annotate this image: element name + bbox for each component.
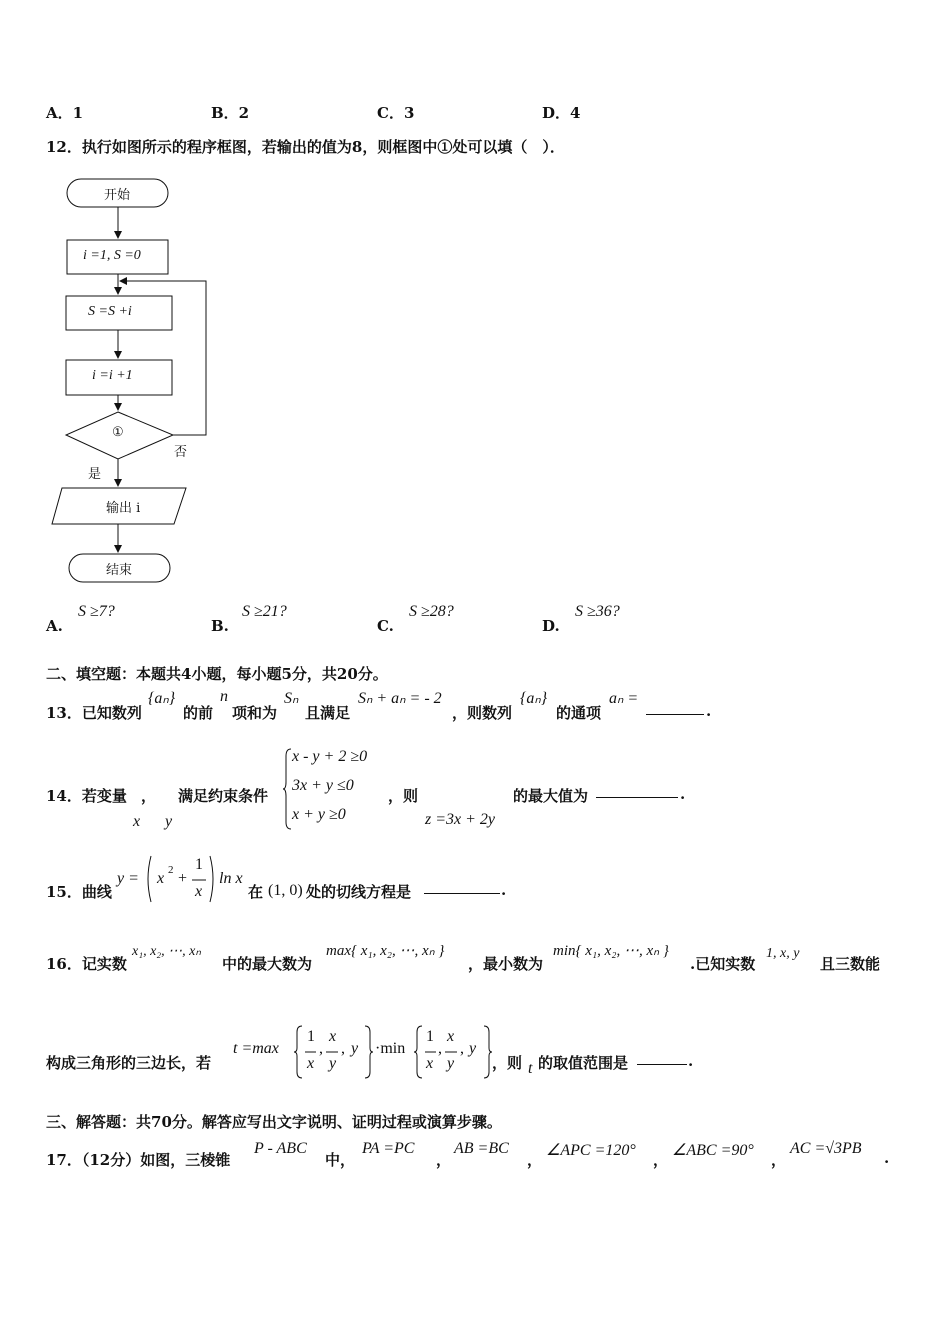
flowchart-init-label: i =1, S =0	[83, 248, 141, 263]
q14-text-3: ，则	[388, 787, 419, 805]
q12-option-a-label: A.	[46, 617, 63, 635]
q16-min-frac1-num: 1	[426, 1028, 434, 1045]
q14-text-2: 满足约束条件	[178, 787, 269, 805]
q11-option-d: D．4	[542, 104, 581, 122]
q16-max-frac2-num: x	[329, 1028, 337, 1045]
q17-end: .	[884, 1149, 890, 1167]
q14-objective: z =3x + 2y	[425, 811, 496, 828]
section-2-heading: 二、填空题：本题共4小题，每小题5分，共20分。	[46, 665, 388, 683]
q16-min-expr: min{ x₁, x₂, ⋯, xₙ }	[553, 943, 669, 959]
q16-min-frac2-num: x	[447, 1028, 455, 1045]
q16-min-frac1-den: x	[426, 1055, 434, 1072]
q16-min-sep-2: ,	[460, 1040, 464, 1057]
q12-stem: 12．执行如图所示的程序框图，若输出的值为8，则框图中①处可以填（ ）．	[46, 138, 565, 156]
q15-x: x	[157, 870, 165, 887]
q17-sep-4: ，	[771, 1151, 787, 1169]
q16-text-4: .已知实数	[690, 955, 756, 973]
q16-text-5: 且三数能	[820, 955, 881, 973]
q12-option-c-label: C.	[377, 617, 394, 635]
q15-frac-num: 1	[195, 856, 203, 873]
q16-end: .	[688, 1052, 694, 1070]
q16-max-frac1-den: x	[307, 1055, 315, 1072]
q13-n: n	[220, 688, 228, 705]
q14-text-4: 的最大值为	[513, 787, 589, 805]
q13-text-2: 的前	[183, 704, 214, 722]
q16-line-2: 构成三角形的三边长，若	[46, 1054, 212, 1072]
flowchart-no-label: 否	[174, 445, 188, 460]
flowchart-condition-label: ①	[112, 425, 124, 440]
q16-t: t	[528, 1060, 533, 1077]
flowchart-start-label: 开始	[104, 188, 131, 203]
q16-min-sep-1: ,	[438, 1040, 442, 1057]
q16-min-y: y	[469, 1040, 477, 1057]
q17-text-2: 中，	[325, 1151, 356, 1169]
q13-text-5: ，则数列	[452, 704, 513, 722]
flowchart-step1-label: S =S +i	[88, 304, 132, 319]
q15-ln: ln x	[219, 870, 243, 887]
q15-end: .	[501, 881, 507, 899]
q12-option-a-expr: S ≥7?	[78, 603, 115, 620]
q13-text-3: 项和为	[232, 704, 278, 722]
q16-min-label: ·min	[375, 1040, 406, 1057]
q14-text-1: 14．若变量	[46, 787, 127, 805]
q15-exponent: 2	[168, 864, 174, 876]
q13-sn: Sₙ	[284, 690, 299, 707]
q14-comma: ，	[141, 787, 157, 805]
q17-sep-2: ，	[527, 1151, 543, 1169]
q11-option-c: C．3	[377, 104, 415, 122]
q16-max-sep-1: ,	[319, 1040, 323, 1057]
flowchart-end-label: 结束	[106, 563, 133, 578]
q16-xs: x₁, x₂, ⋯, xₙ	[132, 944, 201, 959]
q17-eq-4: ∠ABC =90°	[672, 1142, 754, 1159]
q14-answer-blank[interactable]	[596, 783, 678, 802]
q16-min-frac2-den: y	[447, 1055, 455, 1072]
q15-frac-den: x	[195, 883, 203, 900]
q16-text-6: ，则	[492, 1054, 523, 1072]
q14-constraint-3: x + y ≥0	[292, 806, 346, 823]
q13-text-6: 的通项	[556, 704, 602, 722]
q16-text-2: 中的最大数为	[222, 955, 313, 973]
q13-text-1: 13．已知数列	[46, 704, 142, 722]
q17-sep-3: ，	[653, 1151, 669, 1169]
q13-an: aₙ =	[609, 690, 639, 707]
q15-point: (1, 0)	[268, 882, 303, 899]
q16-max-frac1-num: 1	[307, 1028, 315, 1045]
q13-seq: {aₙ}	[148, 690, 176, 707]
q12-option-b-label: B.	[211, 617, 229, 635]
q16-max-expr: max{ x₁, x₂, ⋯, xₙ }	[326, 943, 445, 959]
q14-var-y: y	[165, 813, 173, 830]
q12-option-d-expr: S ≥36?	[575, 603, 620, 620]
q15-text-2: 在	[248, 883, 264, 901]
q16-answer-blank[interactable]	[637, 1050, 687, 1069]
flowchart-output-label: 输出 i	[106, 501, 141, 516]
q15-y-eq: y =	[117, 870, 139, 887]
q15-text-3: 处的切线方程是	[306, 883, 412, 901]
q17-pyramid: P - ABC	[254, 1140, 307, 1157]
q13-cond: Sₙ + aₙ = - 2	[358, 690, 442, 707]
q17-eq-3: ∠APC =120°	[546, 1142, 636, 1159]
q12-option-d-label: D.	[542, 617, 560, 635]
q14-constraint-1: x - y + 2 ≥0	[292, 748, 368, 765]
q17-eq-2: AB =BC	[454, 1140, 509, 1157]
q15-plus: +	[178, 870, 188, 887]
q15-answer-blank[interactable]	[424, 879, 500, 898]
q16-text-1: 16．记实数	[46, 955, 127, 973]
q16-text-7: 的取值范围是	[538, 1054, 629, 1072]
q12-option-c-expr: S ≥28?	[409, 603, 454, 620]
q12-option-b-expr: S ≥21?	[242, 603, 287, 620]
q16-text-3: ，最小数为	[468, 955, 544, 973]
q17-eq-1: PA =PC	[362, 1140, 415, 1157]
q13-end: .	[706, 702, 712, 720]
q11-option-a: A．1	[46, 104, 84, 122]
q16-max-frac2-den: y	[329, 1055, 337, 1072]
q13-text-4: 且满足	[305, 704, 351, 722]
section-3-heading: 三、解答题：共70分。解答应写出文字说明、证明过程或演算步骤。	[46, 1113, 502, 1131]
q17-text-1: 17．（12分）如图，三棱锥	[46, 1151, 231, 1169]
q11-option-b: B．2	[211, 104, 250, 122]
q13-seq-2: {aₙ}	[520, 690, 548, 707]
q16-t-eq: t =max	[233, 1040, 279, 1057]
q17-eq-5: AC =√3PB	[790, 1140, 862, 1157]
q14-end: .	[680, 785, 686, 803]
q14-constraint-2: 3x + y ≤0	[292, 777, 354, 794]
q15-text-1: 15．曲线	[46, 883, 112, 901]
q16-max-sep-2: ,	[341, 1040, 345, 1057]
q16-max-y: y	[351, 1040, 359, 1057]
q14-brace	[282, 748, 292, 830]
flowchart-yes-label: 是	[88, 467, 102, 482]
q13-answer-blank[interactable]	[646, 700, 704, 719]
q17-sep-1: ，	[436, 1151, 452, 1169]
flowchart-step2-label: i =i +1	[92, 368, 133, 383]
q14-var-x: x	[133, 813, 141, 830]
q16-vars: 1, x, y	[766, 946, 800, 961]
